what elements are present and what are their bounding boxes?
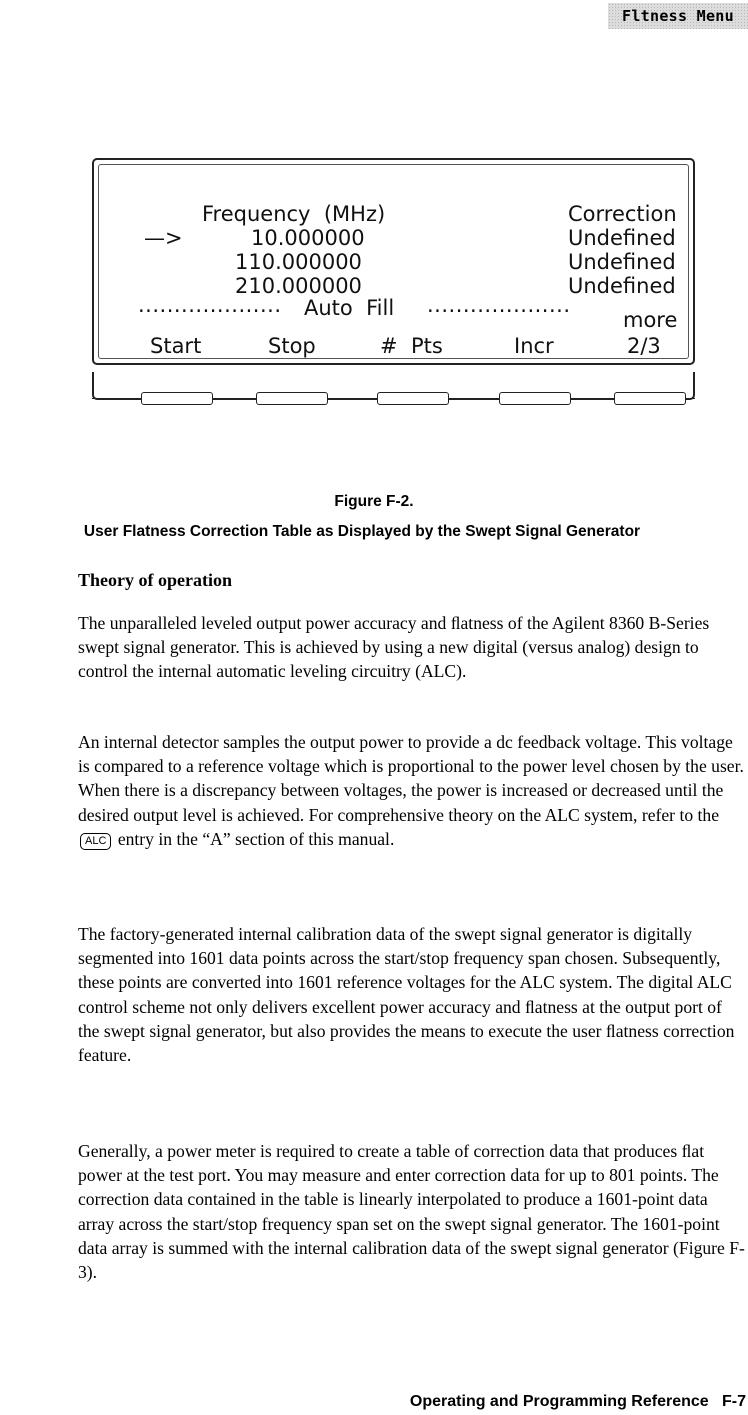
softkey-label-start: Start: [150, 334, 202, 358]
softkey-label-more: more: [623, 308, 678, 332]
menu-tab-label: Fltness Menu: [608, 3, 748, 29]
softkey-more-button[interactable]: [614, 392, 686, 405]
softkey-label-incr: Incr: [514, 334, 554, 358]
paragraph-2: [78, 730, 746, 851]
dotted-leader-right: ....................: [427, 293, 571, 317]
instrument-display: [92, 158, 695, 365]
alc-key-icon: ALC: [80, 833, 111, 850]
dotted-leader-left: ....................: [138, 293, 282, 317]
paragraph-1-text: The unparalleled leveled output power accuracy and ﬂatness of the Agilent 8360 B-Series swept signal generator. This is achieved by using a new digital (versus analog) design to control the internal automatic leveling circuitry (ALC).: [78, 613, 710, 682]
softkey-pts-button[interactable]: [377, 392, 449, 405]
paragraph-3: [78, 922, 746, 1067]
softkey-incr-button[interactable]: [499, 392, 571, 405]
paragraph-4: [78, 1139, 746, 1284]
section-heading: Theory of operation: [78, 570, 232, 590]
softkey-label-stop: Stop: [268, 334, 316, 358]
table-row-correction: Undefined: [568, 274, 676, 298]
row-pointer-arrow: —>: [144, 226, 183, 250]
footer-section-title: Operating and Programming Reference: [409, 1393, 709, 1410]
paragraph-2-text-b: entry in the “A” section of this manual.: [117, 828, 395, 849]
softkey-label-pts: # Pts: [380, 334, 443, 358]
softkey-stop-button[interactable]: [256, 392, 328, 405]
table-row-frequency: 10.000000: [251, 226, 365, 250]
table-row-correction: Undefined: [568, 226, 676, 250]
table-row-correction: Undefined: [568, 250, 676, 274]
paragraph-3-text: The factory-generated internal calibration data of the swept signal generator is digitally segmented into 1601 data points across the start/stop frequency span chosen. Subsequently, these points are converted into 1601 reference voltages for the ALC system. The digital ALC control scheme not only delivers excellent power accuracy and ﬂatness at the output port of the swept signal generator, but also provides the means to execute the user ﬂatness correction feature.: [78, 924, 735, 1066]
figure-number: Figure F-2.: [334, 493, 414, 510]
paragraph-4-text: Generally, a power meter is required to create a table of correction data that produces ﬂat power at the test port. You may measure and enter correction data for up to 801 points. The correction data contained in the table is linearly interpolated to produce a 1601-point data array across the start/stop frequency span set on the swept signal generator. The 1601-point data array is summed with the internal calibration data of the swept signal generator (Figure F-3).: [78, 1141, 745, 1283]
paragraph-1: [78, 611, 746, 684]
footer-page-number: F-7: [722, 1393, 746, 1410]
page-footer: [410, 1393, 746, 1411]
paragraph-2-text: [78, 730, 746, 851]
figure-title: User Flatness Correction Table as Displayed by the Swept Signal Generator: [83, 523, 641, 540]
table-row-frequency: 110.000000: [235, 250, 362, 274]
table-row-frequency: 210.000000: [235, 274, 362, 298]
correction-column-heading: Correction: [568, 202, 677, 226]
auto-fill-label: Auto Fill: [304, 296, 395, 320]
frequency-column-heading: Frequency (MHz): [202, 202, 386, 226]
paragraph-2-text-a: An internal detector samples the output power to provide a dc feedback voltage. This voltage is compared to a reference voltage which is proportional to the power level chosen by the user. When there is a discrepancy between voltages, the power is increased or decreased until the desired output level is achieved. For comprehensive theory on the ALC system, refer to the: [78, 732, 744, 825]
softkey-start-button[interactable]: [141, 392, 213, 405]
softkey-label-page: 2/3: [627, 334, 661, 358]
